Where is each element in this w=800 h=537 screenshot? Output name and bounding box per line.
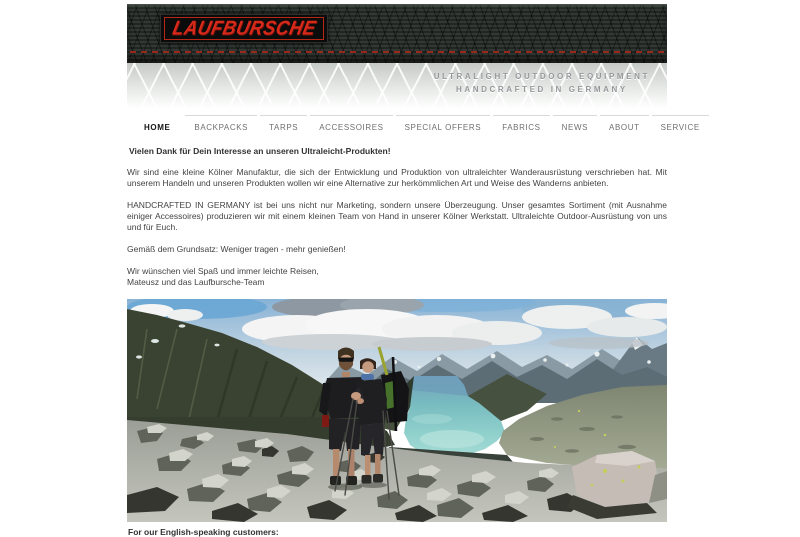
nav-item-news[interactable]: NEWS	[553, 115, 597, 136]
intro-paragraph: Wir sind eine kleine Kölner Manufaktur, die sich der Entwicklung und Produktion von ultraleichter Wanderausrüstung verschrieben hat. Mit unserem Handeln und unseren Produkten wollen wir eine Alternative zur herkömmlichen Art und Weise des Wanderns anbieten.	[127, 167, 667, 188]
nav-item-accessoires[interactable]: ACCESSOIRES	[310, 115, 392, 136]
page-column	[127, 4, 700, 537]
main-content	[127, 146, 667, 537]
brand-logo-text: LAUFBURSCHE	[170, 16, 318, 39]
signature-block	[127, 266, 667, 288]
nav-item-fabrics[interactable]: FABRICS	[493, 115, 549, 136]
english-customers-note: For our English-speaking customers:	[128, 527, 279, 537]
nav-item-tarps[interactable]: TARPS	[260, 115, 307, 136]
tagline-band	[127, 63, 667, 109]
nav-item-special-offers[interactable]: SPECIAL OFFERS	[396, 115, 491, 136]
tagline-line2: HANDCRAFTED IN GERMANY	[455, 85, 628, 94]
header-fabric-banner	[127, 4, 667, 63]
motto-paragraph: Gemäß dem Grundsatz: Weniger tragen - mehr genießen!	[127, 244, 346, 254]
nav-item-backpacks[interactable]: BACKPACKS	[185, 115, 257, 136]
welcome-heading: Vielen Dank für Dein Interesse an unseren Ultraleicht-Produkten!	[129, 146, 391, 156]
nav-item-about[interactable]: ABOUT	[600, 115, 649, 136]
nav-item-home[interactable]: HOME	[144, 123, 171, 132]
hero-photo	[127, 299, 667, 522]
red-stitch-line	[130, 51, 664, 53]
main-nav	[127, 115, 700, 137]
signature-line1: Wir wünschen viel Spaß und immer leichte Reisen,	[127, 266, 319, 276]
brand-logo-border	[164, 17, 324, 40]
nav-item-service[interactable]: SERVICE	[652, 115, 709, 136]
brand-logo-patch[interactable]	[160, 14, 328, 43]
tagline-text	[434, 70, 650, 96]
signature-line2: Mateusz und das Laufbursche-Team	[127, 277, 265, 287]
tagline-line1: ULTRALIGHT OUTDOOR EQUIPMENT	[433, 72, 650, 81]
handcraft-paragraph: HANDCRAFTED IN GERMANY ist bei uns nicht nur Marketing, sondern unsere Überzeugung. Unser gesamtes Sortiment (mit Ausnahme einiger Accessoires) produzieren wir mit einem kleinen Team von Hand in unserer Kölner Werkstatt. Ultraleichte Outdoor-Ausrüstung von uns und für Euch.	[127, 200, 667, 232]
